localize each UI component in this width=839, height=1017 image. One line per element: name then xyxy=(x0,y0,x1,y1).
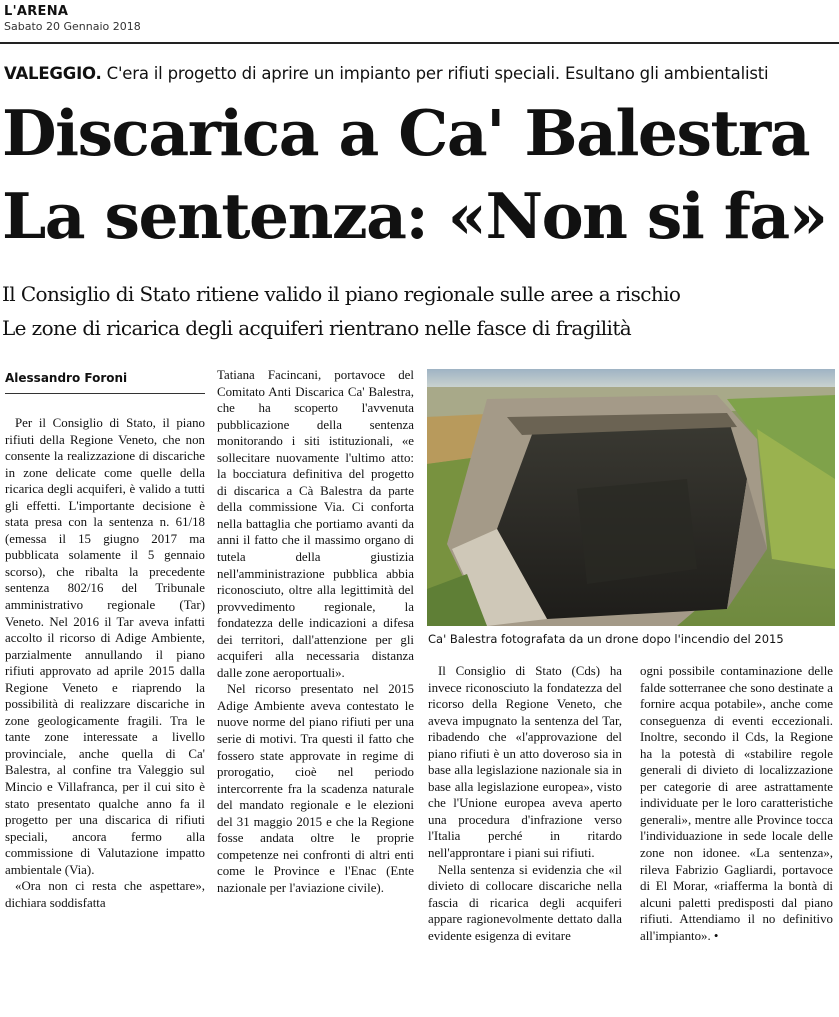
landfill-photo-illustration xyxy=(427,369,835,626)
subheadline-line-2: Le zone di ricarica degli acquiferi rientrano nelle fasce di fragilità xyxy=(2,316,632,340)
byline-divider xyxy=(5,393,205,394)
article-paragraph: Nella sentenza si evidenzia che «il divieto di collocare discariche nella fascia di ricarica degli acquiferi appare ragionevolmente dettato dalla evidente esigenza di evitare xyxy=(428,862,622,943)
article-paragraph: Nel ricorso presentato nel 2015 Adige Ambiente aveva contestato le nuove norme del piano rifiuti per una serie di motivi. Tra questi il fatto che fossero state approvate in regime di prorogatio, cioè nel periodo intercorrente fra la scadenza naturale del mandato regionale e le elezioni del 31 maggio 2015 e che la Regione fosse andata oltre le proprie competenze nei confronti di altri enti come le Province e l'Enac (Ente nazionale per l'aviazione civile). xyxy=(217,682,414,895)
article-column-4 xyxy=(640,663,833,944)
newspaper-masthead: L'ARENA xyxy=(4,4,69,19)
article-paragraph: Per il Consiglio di Stato, il piano rifiuti della Regione Veneto, che non consente la realizzazione di discariche in zone delicate come quelle della ricarica degli acquiferi, è valido a tutti gli effetti. L'importante decisione è stata presa con la sentenza n. 61/18 (emessa il 15 giugno 2017 ma pubblicata solamente il 5 gennaio scorso), che ribalta la precedente sentenza 802/16 del Tribunale amministrativo regionale (Tar) Veneto. Nel 2016 il Tar aveva infatti accolto il ricorso di Adige Ambiente, parzialmente annullando il piano rifiuti approvato ad aprile 2015 dalla Regione Veneto e riaprendo la possibilità di realizzare discariche in zone geologicamente fragili. Tra le tante zone interessate a livello provinciale, anche quella di Ca' Balestra, al confine tra Valeggio sul Mincio e Villafranca, per il cui sito è stato presentato qualche anno fa il progetto per una discarica di rifiuti speciali, ancora fermo alla commissione di Valutazione impatto ambientale (Via). xyxy=(5,416,205,877)
kicker-location: VALEGGIO. xyxy=(4,64,102,83)
article-paragraph: Il Consiglio di Stato (Cds) ha invece riconosciuto la fondatezza del ricorso della Regione Veneto, che aveva impugnato la sentenza del Tar, ribadendo che «l'approvazione del piano rifiuti è un atto doveroso sia in base alla legislazione nazionale sia in base alla legislazione europea», visto che l'Unione europea aveva aperto una procedura d'infrazione verso l'Italia perché in ritardo nell'approntare i piani sui rifiuti. xyxy=(428,664,622,861)
headline-line-2: La sentenza: «Non si fa» xyxy=(2,179,827,253)
article-paragraph: ogni possibile contaminazione delle falde sotterranee che sono destinate a fornire acqua potabile», anche come conseguenza di eventi eccezionali. Inoltre, secondo il Cds, la Regione ha la potestà di «stabilire regole generali di divieto di localizzazione per categorie di aree astrattamente individuate per le loro caratteristiche generali», mentre alle Province tocca l'individuazione in sede locale delle zone non idonee. «La sentenza», rileva Fabrizio Gagliardi, portavoce di El Morar, «riafferma la bontà di alcuni paletti predisposti dal piano rifiuti. Attendiamo il no definitivo all'impianto». • xyxy=(640,664,833,943)
photo-caption: Ca' Balestra fotografata da un drone dopo l'incendio del 2015 xyxy=(428,632,784,646)
byline: Alessandro Foroni xyxy=(5,371,128,385)
headline-line-1: Discarica a Ca' Balestra xyxy=(2,96,810,170)
header-divider xyxy=(0,42,839,44)
article-paragraph: «Ora non ci resta che aspettare», dichiara soddisfatta xyxy=(5,879,205,910)
article-paragraph: Tatiana Facincani, portavoce del Comitato Anti Discarica Ca' Balestra, che ha scoperto l'avvenuta pubblicazione della sentenza monitorando i siti istituzionali, «e sollecitare nuovamente l'ultimo atto: la bocciatura definitiva del progetto di discarica a Cà Balestra da parte della commissione Via. Ci conforta nella battaglia che portiamo avanti da anni il fatto che il massimo organo di tutela della giustizia nell'amministrazione pubblica abbia riconosciuto, oltre alla legittimità del provvedimento regionale, la fondatezza delle indicazioni a difesa dei territori, dall'attenzione per gli acquiferi alla necessaria distanza dalle zone aeroportuali». xyxy=(217,368,414,680)
drone-photo xyxy=(427,369,835,626)
kicker xyxy=(4,64,835,83)
kicker-text: C'era il progetto di aprire un impianto per rifiuti speciali. Esultano gli ambientalisti xyxy=(106,64,769,83)
subheadline-line-1: Il Consiglio di Stato ritiene valido il piano regionale sulle aree a rischio xyxy=(2,282,681,306)
issue-date: Sabato 20 Gennaio 2018 xyxy=(4,20,141,33)
article-column-3 xyxy=(428,663,622,944)
article-column-2 xyxy=(217,367,414,897)
article-column-1 xyxy=(5,415,205,911)
